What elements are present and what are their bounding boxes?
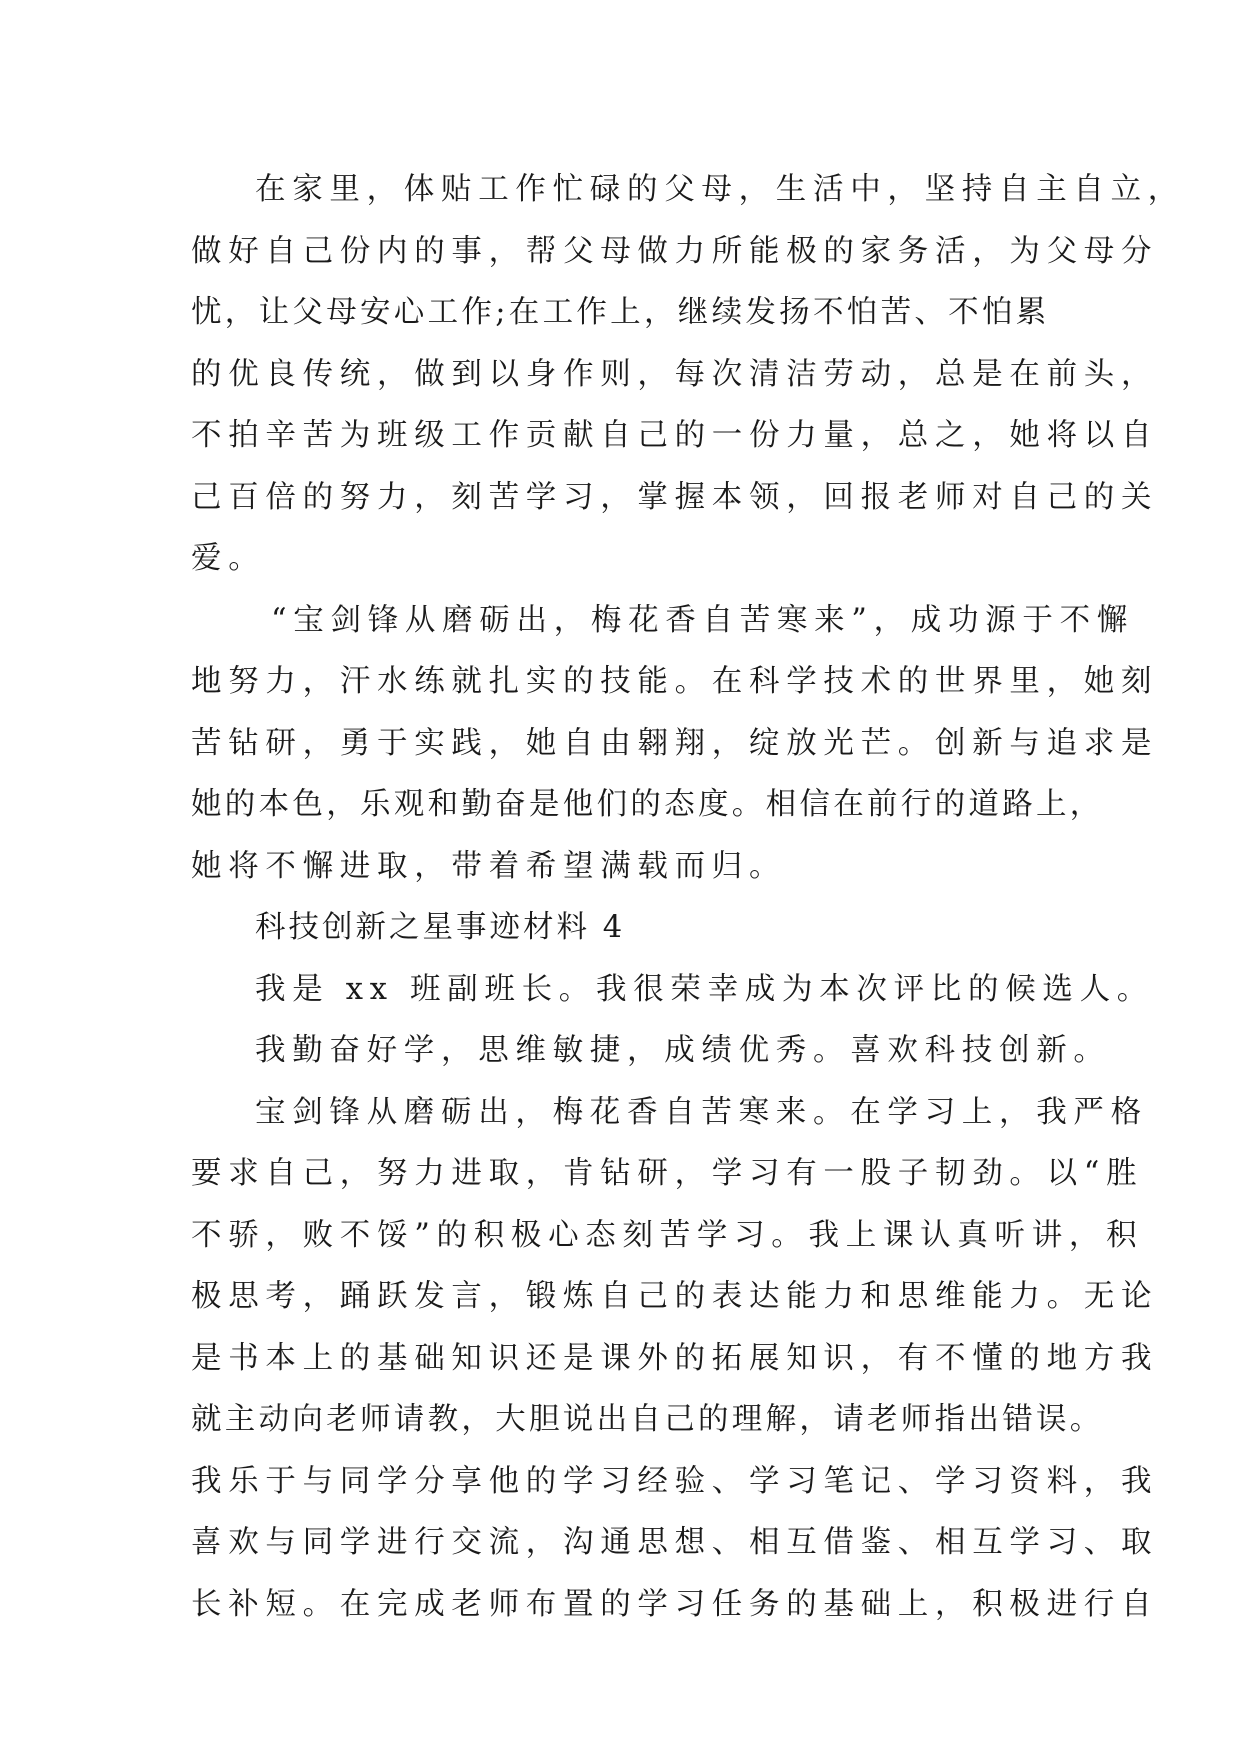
- text-line: 我乐于与同学分享他的学习经验、学习笔记、学习资料，我: [191, 1463, 1159, 1499]
- text-line: 地努力，汗水练就扎实的技能。在科学技术的世界里，她刻: [191, 664, 1159, 699]
- text-line: 不拍辛苦为班级工作贡献自己的一份力量，总之，她将以自: [191, 418, 1159, 453]
- text-line: 己百倍的努力，刻苦学习，掌握本领，回报老师对自己的关: [191, 479, 1159, 515]
- text-line: “宝剑锋从磨砺出，梅花香自苦寒来”，成功源于不懈: [271, 602, 1134, 638]
- section-heading: [191, 897, 1051, 959]
- text-line: 苦钻研，勇于实践，她自由翱翔，绽放光芒。创新与追求是: [191, 725, 1159, 761]
- text-line: 爱。: [191, 541, 266, 576]
- text-line: 忧，让父母安心工作;在工作上，继续发扬不怕苦、不怕累: [191, 295, 1050, 330]
- text-line: 极思考，踊跃发言，锻炼自己的表达能力和思维能力。无论: [191, 1279, 1159, 1314]
- heading-text: 科技创新之星事迹材料 4: [255, 910, 626, 945]
- text-line: 我是 xx 班副班长。我很荣幸成为本次评比的候选人。: [255, 971, 1154, 1007]
- document-body: [191, 159, 1185, 1635]
- paragraph-study: [191, 1082, 1159, 1636]
- paragraph-introduction: [191, 959, 1154, 1021]
- text-line: 不骄，败不馁”的积极心态刻苦学习。我上课认真听讲，积: [191, 1217, 1144, 1253]
- text-line: 长补短。在完成老师布置的学习任务的基础上，积极进行自: [191, 1586, 1159, 1622]
- text-line: 喜欢与同学进行交流，沟通思想、相互借鉴、相互学习、取: [191, 1525, 1159, 1560]
- text-line: 她将不懈进取，带着希望满载而归。: [191, 848, 787, 884]
- text-line: 做好自己份内的事，帮父母做力所能极的家务活，为父母分: [191, 233, 1159, 269]
- text-line: 宝剑锋从磨砺出，梅花香自苦寒来。在学习上，我严格: [255, 1094, 1148, 1130]
- paragraph-qualities: [191, 1020, 1111, 1082]
- text-line: 是书本上的基础知识还是课外的拓展知识，有不懂的地方我: [191, 1340, 1159, 1376]
- text-line: 要求自己，努力进取，肯钻研，学习有一股子韧劲。以“胜: [191, 1156, 1144, 1191]
- text-line: 她的本色，乐观和勤奋是他们的态度。相信在前行的道路上，: [191, 787, 1104, 822]
- text-line: 就主动向老师请教，大胆说出自己的理解，请老师指出错误。: [191, 1402, 1104, 1437]
- paragraph-innovation-quote: [191, 590, 1159, 898]
- text-line: 我勤奋好学，思维敏捷，成绩优秀。喜欢科技创新。: [255, 1033, 1111, 1068]
- text-line: 在家里，体贴工作忙碌的父母，生活中，坚持自主自立，: [255, 172, 1185, 207]
- text-line: 的优良传统，做到以身作则，每次清洁劳动，总是在前头，: [191, 356, 1159, 392]
- paragraph-family-work: [191, 159, 1185, 590]
